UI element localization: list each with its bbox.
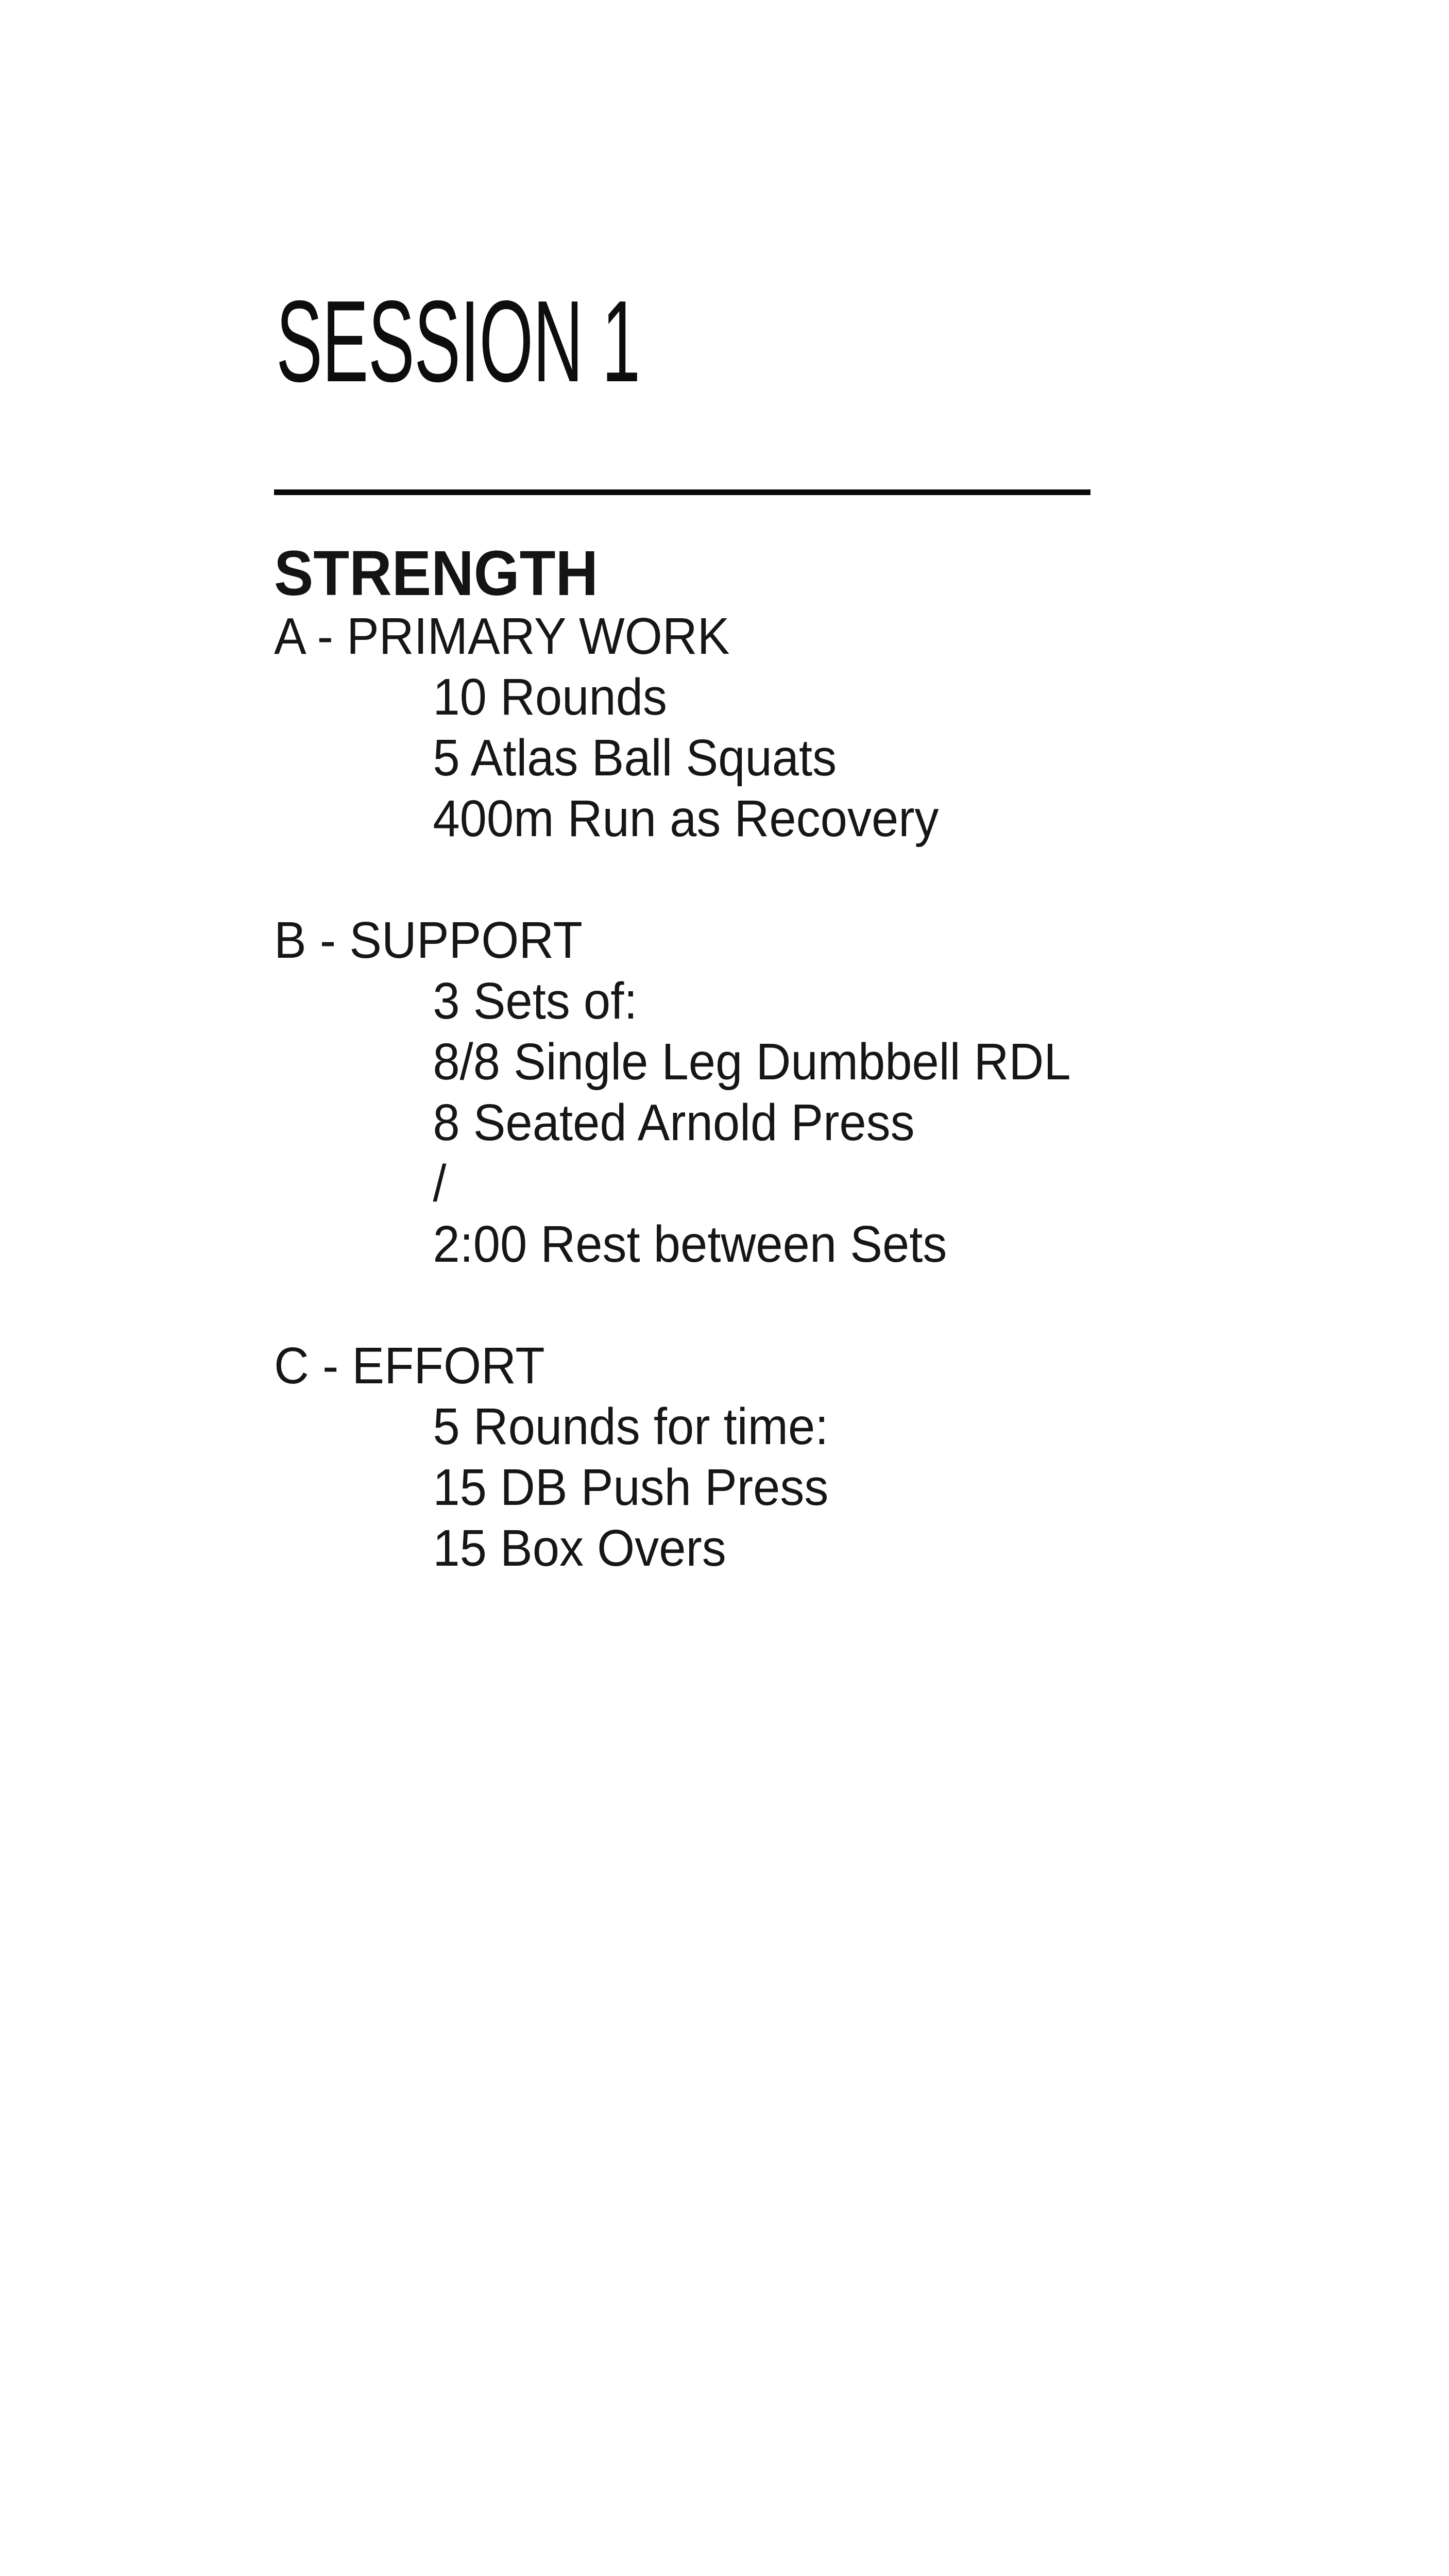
section-b-label: B - SUPPORT <box>274 911 583 969</box>
section-c-label: C - EFFORT <box>274 1337 545 1395</box>
category-heading: STRENGTH <box>274 538 599 609</box>
workout-item: 400m Run as Recovery <box>433 790 939 848</box>
workout-item: 8 Seated Arnold Press <box>433 1094 915 1151</box>
workout-body <box>274 606 1339 1579</box>
workout-item: 15 DB Push Press <box>433 1459 829 1516</box>
workout-item: 8/8 Single Leg Dumbbell RDL <box>433 1033 1071 1091</box>
workout-item: 5 Rounds for time: <box>433 1398 829 1455</box>
workout-item: 2:00 Rest between Sets <box>433 1215 947 1273</box>
workout-item: 3 Sets of: <box>433 972 638 1030</box>
spacer <box>274 849 1339 910</box>
title-divider-rule <box>274 489 1090 495</box>
workout-item: 10 Rounds <box>433 668 668 726</box>
section-a-label: A - PRIMARY WORK <box>274 607 730 665</box>
workout-item: 15 Box Overs <box>433 1519 726 1577</box>
page-title: SESSION 1 <box>276 276 640 406</box>
workout-item: / <box>433 1155 447 1212</box>
workout-item: 5 Atlas Ball Squats <box>433 729 837 787</box>
spacer <box>274 1275 1339 1335</box>
